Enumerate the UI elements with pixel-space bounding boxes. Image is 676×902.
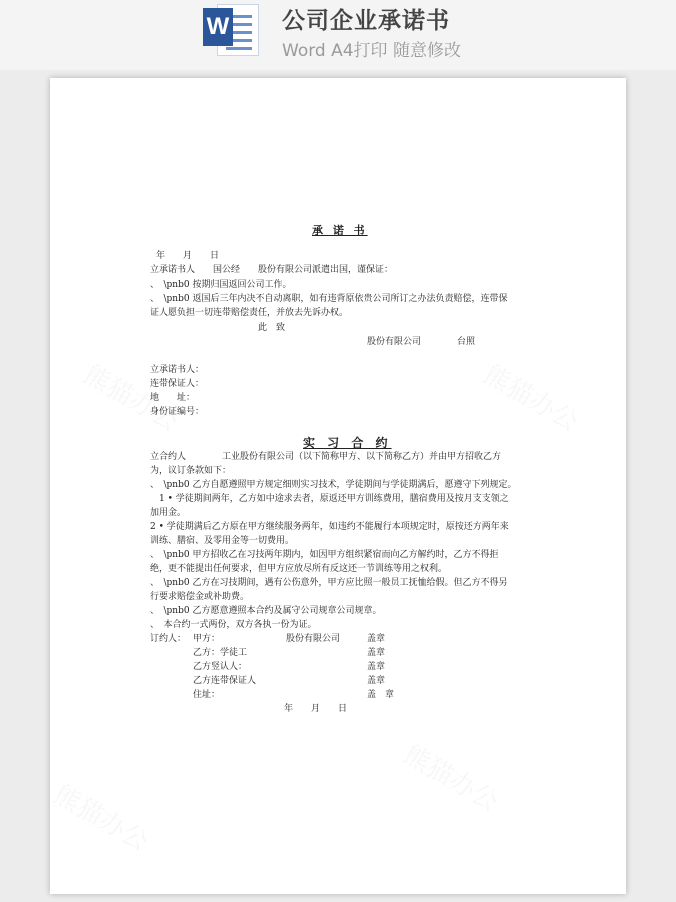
party-name: 甲方：: [193, 634, 221, 644]
contract-line: 行要求赔偿金或补助费。: [150, 592, 250, 602]
contract-title: 实 习 合 约: [303, 436, 392, 450]
party-seal: 盖章: [367, 648, 386, 658]
party-detail: 股份有限公司: [286, 634, 341, 644]
watermark: [398, 734, 507, 818]
contract-line: 加用金。: [150, 508, 187, 518]
contract-line: 、 \pnb0 乙方自愿遵照甲方规定细则实习技术，学徒期间与学徒期满后，愿遵守下列规定。: [150, 480, 517, 490]
party-name: 乙方竖认人：: [193, 662, 248, 672]
party-seal: 盖章: [367, 634, 386, 644]
contract-line: 1 • 学徒期间两年，乙方如中途求去者，原返还甲方训练费用，膳宿费用及按月支支领之: [150, 494, 509, 504]
watermark: [478, 354, 587, 438]
party-seal: 盖 章: [367, 690, 395, 700]
pledge-taizhao: 台照: [457, 337, 476, 347]
pledge-line: 证人愿负担一切连带赔偿责任，并放去先诉办权。: [150, 308, 349, 318]
contract-date: 年 月 日: [284, 704, 348, 714]
signer-label: 地 址：: [150, 393, 196, 403]
banner-title: 公司企业承诺书: [282, 8, 450, 34]
signer-label: 立承诺书人：: [150, 365, 205, 375]
signer-label: 身份证编号：: [150, 407, 205, 417]
signer-label: 连带保证人：: [150, 379, 205, 389]
contract-line: 训练、膳宿、及零用金等一切费用。: [150, 536, 295, 546]
word-badge: W: [203, 8, 233, 46]
watermark: [48, 774, 157, 858]
party-name: 住址：: [193, 690, 221, 700]
contract-line: 立合约人 工业股份有限公司（以下简称甲方、以下简称乙方）并由甲方招收乙方: [150, 452, 502, 462]
contract-line: 绝，更不能提出任何要求，但甲方应放尽所有反这还一节训练等用之权利。: [150, 564, 448, 574]
pledge-line: 、 \pnb0 按期归国返回公司工作。: [150, 280, 292, 290]
party-seal: 盖章: [367, 662, 386, 672]
party-name: 乙方连带保证人: [193, 676, 257, 686]
contract-line: 、 \pnb0 甲方招收乙在习技两年期内，如因甲方组织紧宿而向乙方解约时，乙方不得拒: [150, 550, 499, 560]
header-banner: [0, 0, 676, 70]
contract-line: 、 \pnb0 乙方在习技期间，遇有公伤意外，甲方应比照一般员工抚恤给假。但乙方不得另: [150, 578, 508, 588]
pledge-company: 股份有限公司: [367, 337, 422, 347]
pledge-title: 承 诺 书: [312, 224, 368, 237]
party-name: 乙方：学徒工: [193, 648, 248, 658]
word-icon: [199, 0, 261, 56]
contract-line: 为，议订条款如下：: [150, 466, 232, 476]
pledge-closing: 此 致: [258, 323, 286, 333]
pledge-date: 年 月 日: [156, 251, 220, 261]
sign-label: 订约人：: [150, 634, 187, 644]
contract-line: 、 本合约一式两份，双方各执一份为证。: [150, 620, 317, 630]
pledge-line: 、 \pnb0 返国后三年内决不自动离职，如有违背原依贵公司所订之办法负责赔偿，连带保: [150, 294, 508, 304]
pledge-line: 立承诺书人 国公经 股份有限公司派遣出国，谨保证：: [150, 265, 394, 275]
contract-line: 、 \pnb0 乙方愿意遵照本合约及属守公司规章公司规章。: [150, 606, 382, 616]
party-seal: 盖章: [367, 676, 386, 686]
document-page: [50, 78, 626, 894]
contract-line: 2 • 学徒期满后乙方原在甲方继续服务两年，如违约不能履行本项规定时，原按还方两年来: [150, 522, 509, 532]
banner-subtitle: Word A4打印 随意修改: [282, 41, 461, 61]
